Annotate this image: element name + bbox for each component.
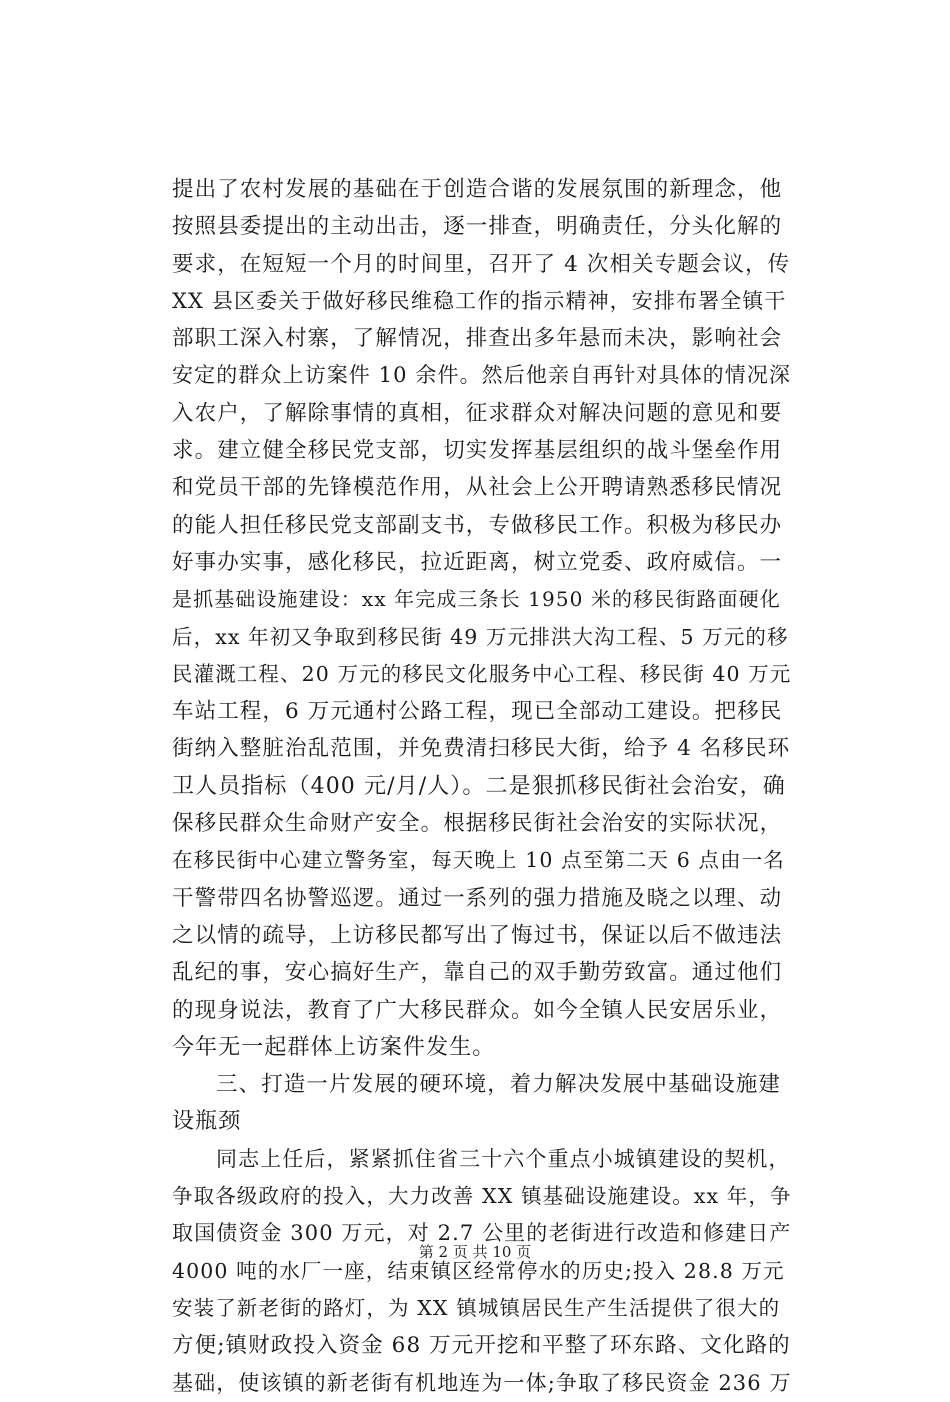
page-footer: 第 2 页 共 10 页 — [418, 1243, 532, 1261]
text-line: 设瓶颈 — [172, 1109, 242, 1135]
text-line: 基础，使该镇的新老街有机地连为一体;争取了移民资金 236 万 — [172, 1370, 792, 1395]
text-line: XX 县区委关于做好移民维稳工作的指示精神，安排布署全镇干 — [172, 288, 787, 313]
text-line: 取国债资金 300 万元，对 2.7 公里的老街进行改造和修建日产 — [172, 1221, 792, 1246]
text-line: 街纳入整脏治乱范围，并免费清扫移民大街，给予 4 名移民环 — [172, 736, 791, 762]
text-line: 的能人担任移民党支部副支书，专做移民工作。积极为移民办 — [172, 512, 783, 538]
text-line: 之以情的疏导，上访移民都写出了悔过书，保证以后不做违法 — [172, 922, 783, 948]
text-line: 在移民街中心建立警务室，每天晚上 10 点至第二天 6 点由一名 — [172, 848, 785, 873]
text-line: 卫人员指标（400 元/月/人）。二是狠抓移民街社会治安，确 — [172, 773, 786, 799]
text-line: 争取各级政府的投入，大力改善 XX 镇基础设施建设。xx 年，争 — [172, 1184, 792, 1209]
text-line: 安定的群众上访案件 10 余件。然后他亲自再针对具体的情况深 — [172, 363, 792, 388]
text-line: 入农户，了解除事情的真相，征求群众对解决问题的意见和要 — [172, 400, 783, 426]
text-line: 要求，在短短一个月的时间里，召开了 4 次相关专题会议，传 — [172, 251, 791, 277]
text-line: 按照县委提出的主动出击，逐一排查，明确责任，分头化解的 — [172, 214, 783, 240]
text-line: 提出了农村发展的基础在于创造合谐的发展氛围的新理念，他 — [172, 177, 783, 202]
text-line: 的现身说法，教育了广大移民群众。如今全镇人民安居乐业， — [172, 997, 783, 1023]
text-line: 车站工程，6 万元通村公路工程，现已全部动工建设。把移民 — [172, 699, 783, 725]
text-line: 今年无一起群体上访案件发生。 — [172, 1034, 496, 1060]
body-text — [172, 171, 792, 1402]
text-line: 同志上任后，紧紧抓住省三十六个重点小城镇建设的契机， — [216, 1146, 791, 1171]
text-line: 和党员干部的先锋模范作用，从社会上公开聘请熟悉移民情况 — [172, 475, 783, 501]
text-line: 求。建立健全移民党支部，切实发挥基层组织的战斗堡垒作用 — [172, 438, 783, 464]
text-line: 乱纪的事，安心搞好生产，靠自己的双手勤劳致富。通过他们 — [172, 960, 783, 986]
text-line: 安装了新老街的路灯，为 XX 镇城镇居民生产生活提供了很大的 — [172, 1295, 781, 1320]
text-line: 部职工深入村寨，了解情况，排查出多年悬而未决，影响社会 — [172, 326, 783, 352]
text-line: 民灌溉工程、20 万元的移民文化服务中心工程、移民街 40 万元 — [172, 661, 792, 686]
text-line: 是抓基础设施建设：xx 年完成三条长 1950 米的移民街路面硬化 — [172, 587, 781, 612]
text-line: 方便;镇财政投入资金 68 万元开挖和平整了环东路、文化路的 — [172, 1333, 791, 1359]
text-line: 后，xx 年初又争取到移民街 49 万元排洪大沟工程、5 万元的移 — [172, 624, 789, 649]
text-line: 三、打造一片发展的硬环境，着力解决发展中基础设施建 — [216, 1072, 782, 1098]
text-line: 4000 吨的水厂一座，结束镇区经常停水的历史;投入 28.8 万元 — [172, 1258, 785, 1283]
text-line: 干警带四名协警巡逻。通过一系列的强力措施及晓之以理、动 — [172, 885, 783, 911]
text-line: 好事办实事，感化移民，拉近距离，树立党委、政府威信。一 — [172, 549, 783, 575]
text-line: 保移民群众生命财产安全。根据移民街社会治安的实际状况， — [172, 811, 783, 837]
